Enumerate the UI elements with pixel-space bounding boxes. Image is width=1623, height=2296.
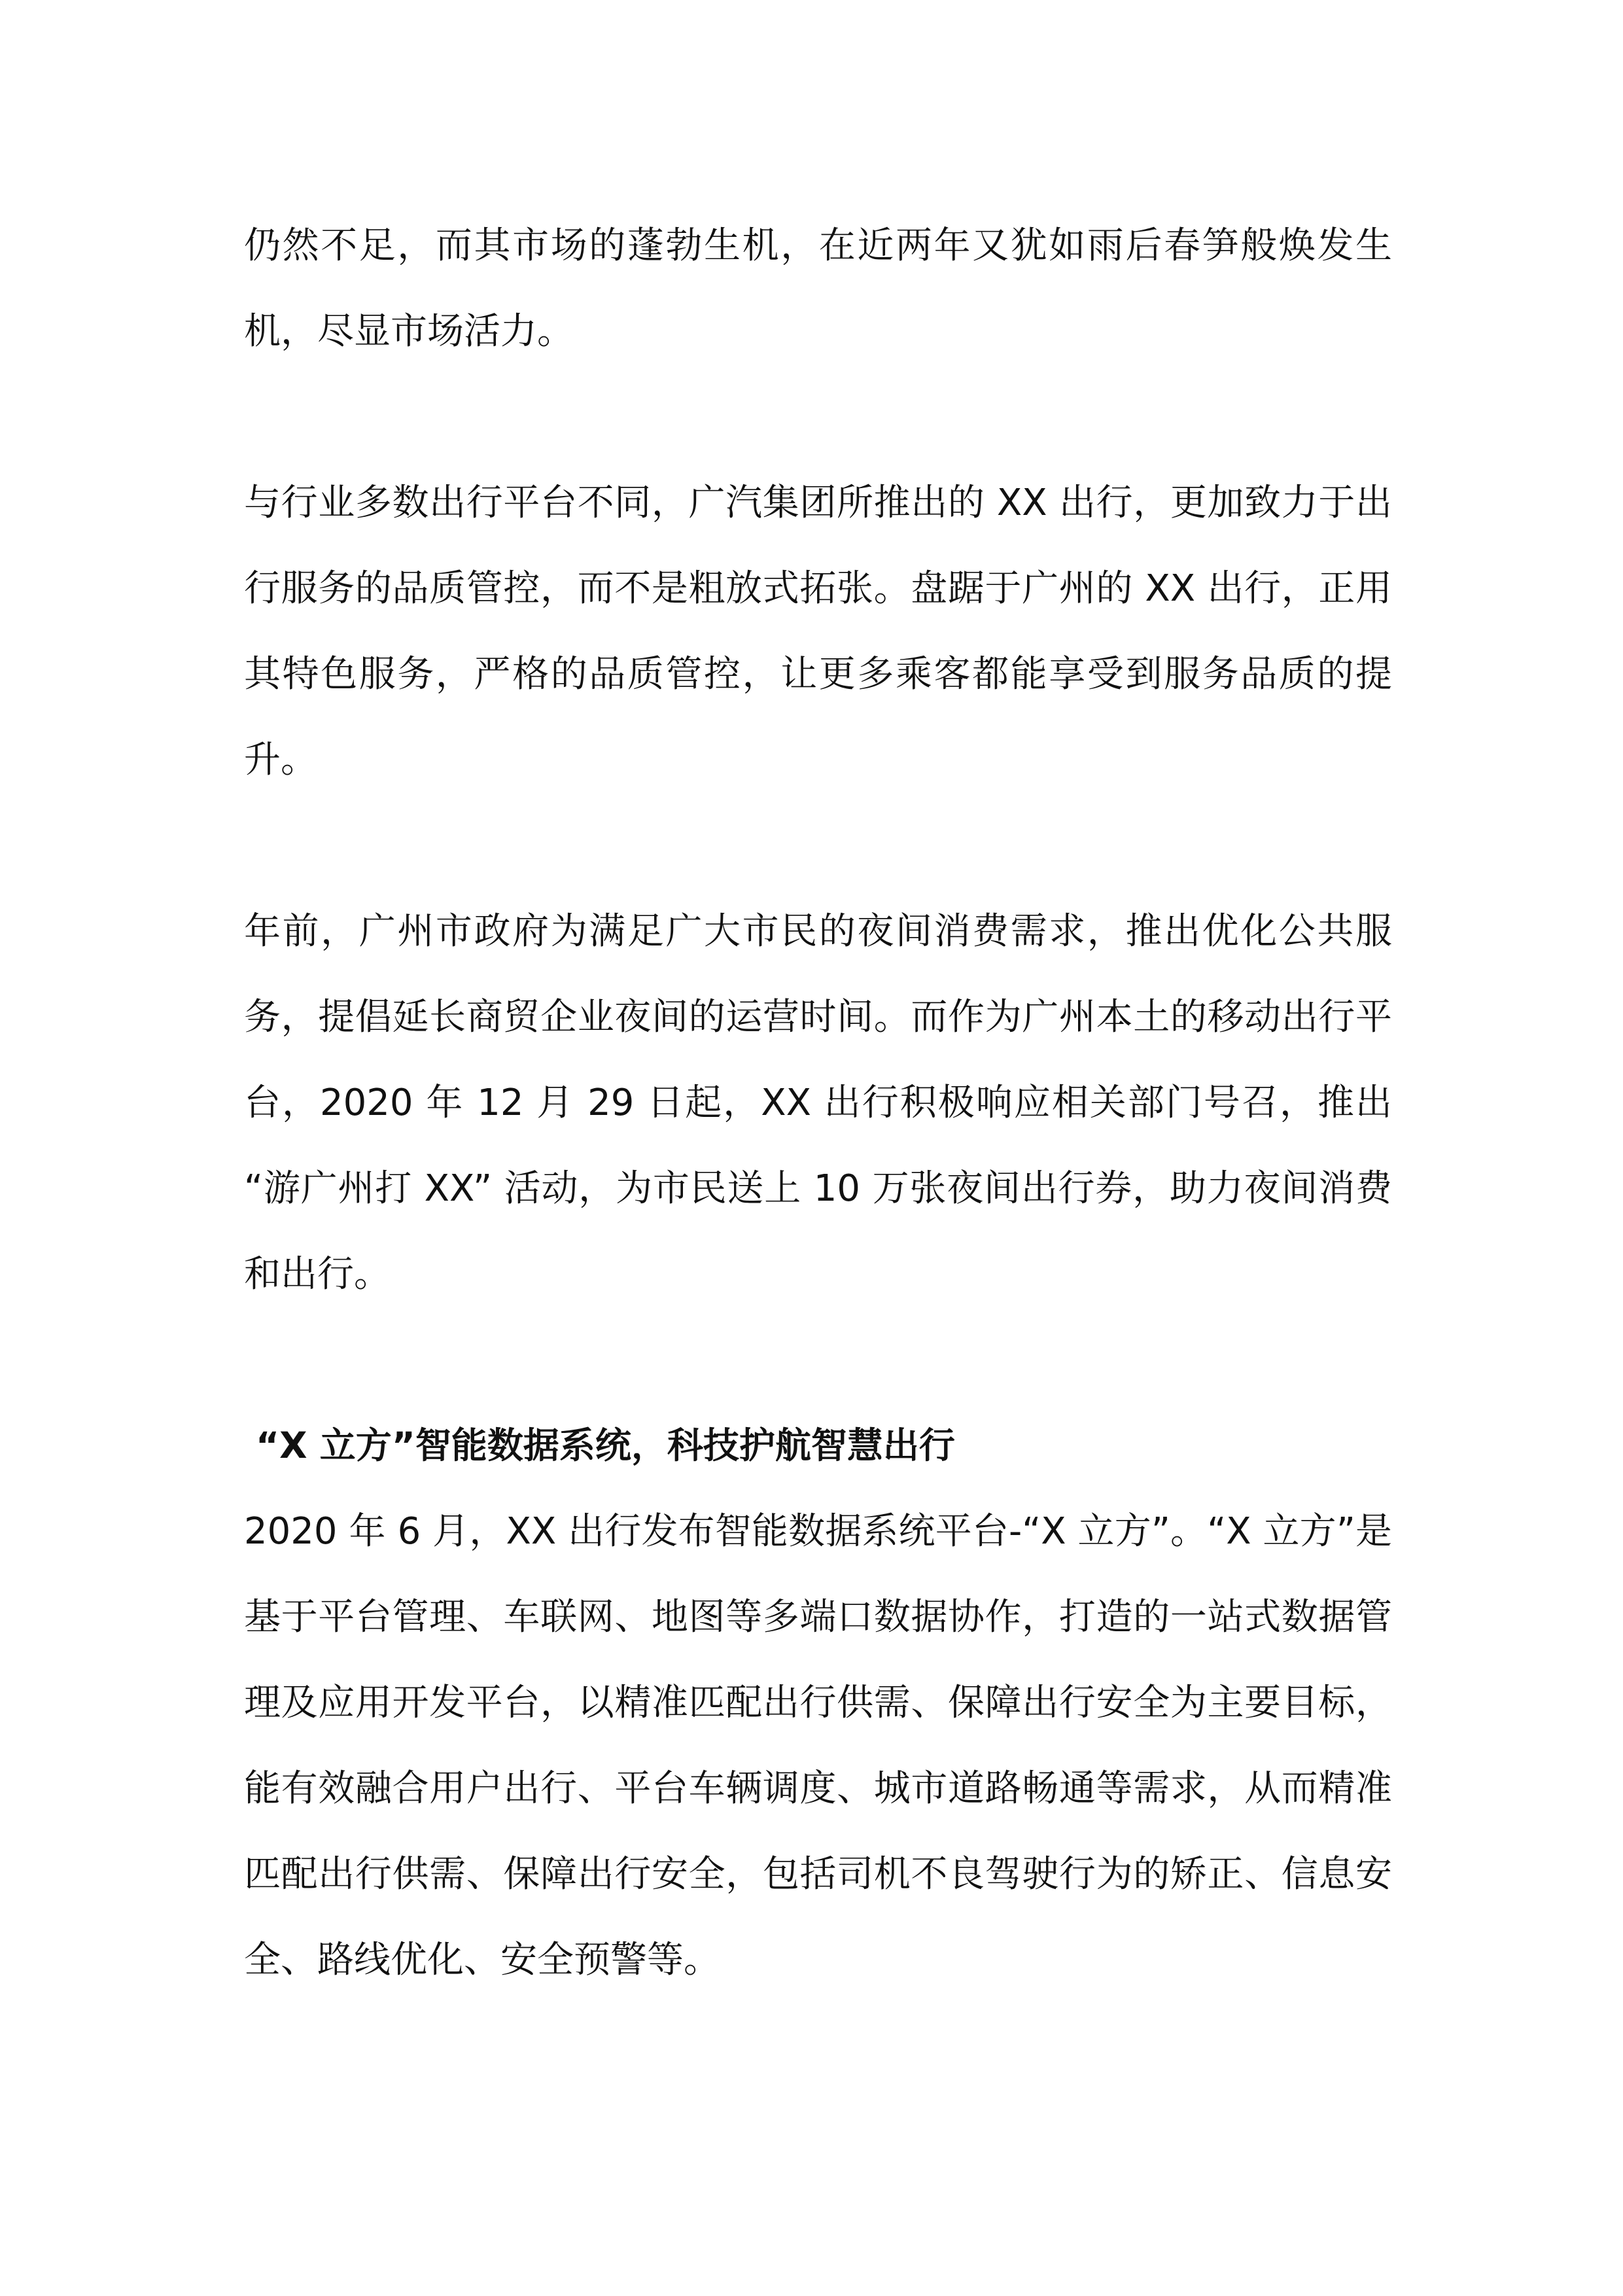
paragraph-spacer: [244, 374, 1392, 460]
document-body: [244, 203, 1392, 2003]
paragraph-spacer: [244, 1317, 1392, 1403]
paragraph-spacer: [244, 803, 1392, 889]
section-heading: “X 立方”智能数据系统，科技护航智慧出行: [256, 1424, 955, 1466]
paragraph-night-travel: 年前，广州市政府为满足广大市民的夜间消费需求，推出优化公共服务，提倡延长商贸企业夜间的运营时间。而作为广州本土的移动出行平台，2020 年 12 月 29 日起，XX 出行积极响应相关部门号召，推出 “游广州打 XX” 活动，为市民送上 10 万张夜间出行券，助力夜间消费和出行。: [244, 910, 1392, 1296]
paragraph-market-vitality: 仍然不足，而其市场的蓬勃生机，在近两年又犹如雨后春笋般焕发生机，尽显市场活力。: [244, 224, 1392, 353]
paragraph-x-cube-system: 2020 年 6 月，XX 出行发布智能数据系统平台-“X 立方”。“X 立方”是基于平台管理、车联网、地图等多端口数据协作，打造的一站式数据管理及应用开发平台，以精准匹配出行供需、保障出行安全为主要目标，能有效融合用户出行、平台车辆调度、城市道路畅通等需求，从而精准匹配出行供需、保障出行安全，包括司机不良驾驶行为的矫正、信息安全、路线优化、安全预警等。: [244, 1510, 1392, 1981]
paragraph-quality-control: 与行业多数出行平台不同，广汽集团所推出的 XX 出行，更加致力于出行服务的品质管控，而不是粗放式拓张。盘踞于广州的 XX 出行，正用其特色服务，严格的品质管控，让更多乘客都能享受到服务品质的提升。: [244, 482, 1393, 781]
